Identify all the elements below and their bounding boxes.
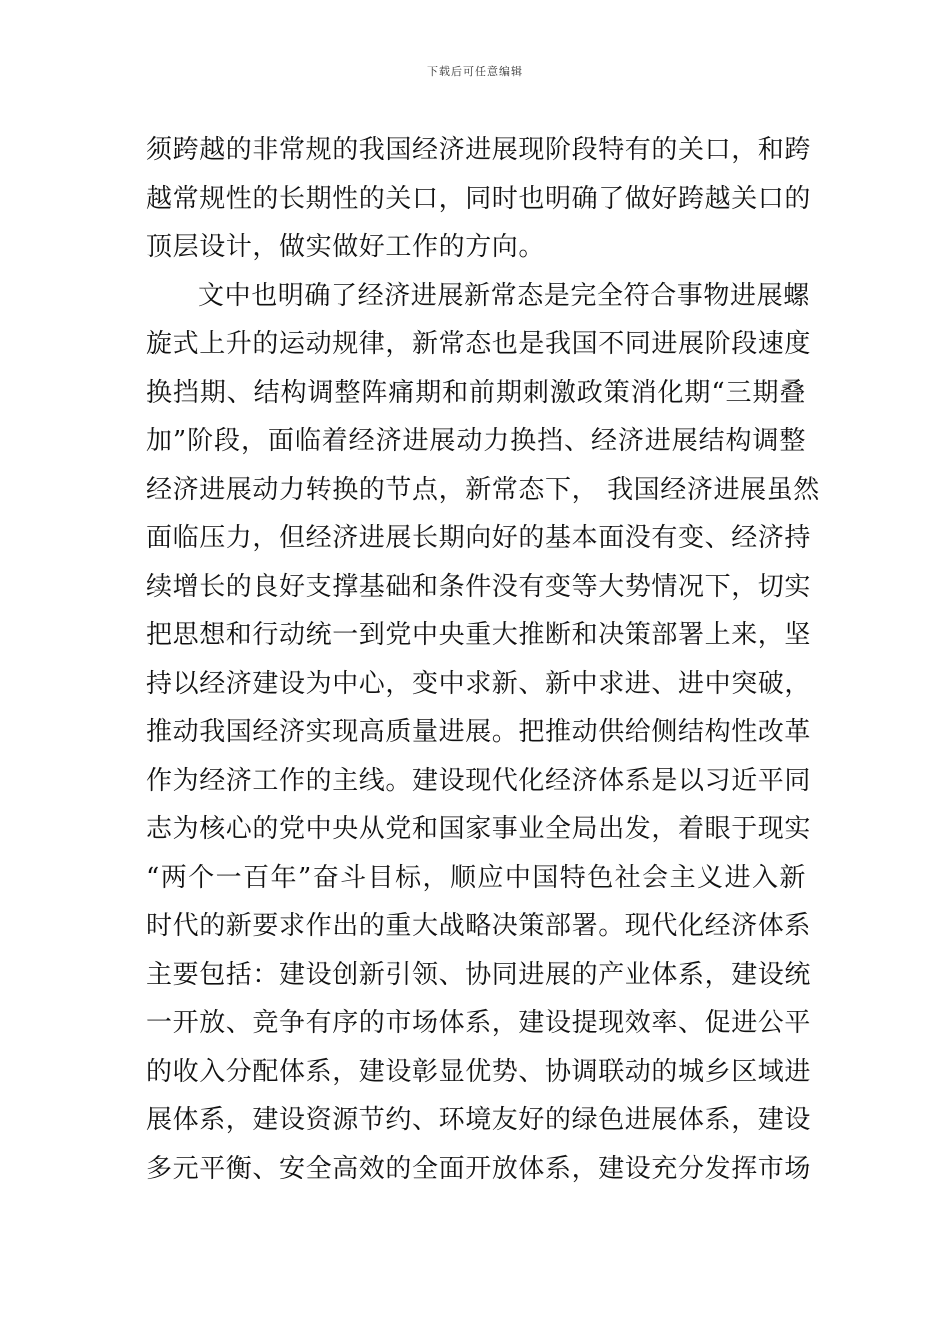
text-line: 文中也明确了经济进展新常态是完全符合事物进展螺	[198, 280, 810, 311]
text-line: 换挡期、结构调整阵痛期和前期刺激政策消化期“三期叠	[146, 377, 806, 408]
text-line: 加”阶段，面临着经济进展动力换挡、经济进展结构调整	[146, 426, 806, 456]
text-line: 续增长的良好支撑基础和条件没有变等大势情况下，切实	[146, 571, 812, 602]
text-line: 主要包括：建设创新引领、协同进展的产业体系，建设统	[146, 959, 812, 990]
text-line: 一开放、竞争有序的市场体系，建设提现效率、促进公平	[146, 1008, 812, 1038]
text-line: 面临压力，但经济进展长期向好的基本面没有变、经济持	[146, 523, 812, 553]
text-line: 旋式上升的运动规律，新常态也是我国不同进展阶段速度	[146, 329, 812, 359]
text-line: 的收入分配体系，建设彰显优势、协调联动的城乡区域进	[146, 1056, 812, 1087]
text-line: 时代的新要求作出的重大战略决策部署。现代化经济体系	[146, 911, 812, 941]
text-line: 持以经济建设为中心，变中求新、新中求进、进中突破，	[146, 668, 812, 699]
text-line: 须跨越的非常规的我国经济进展现阶段特有的关口，和跨	[146, 135, 812, 165]
text-line: 顶层设计，做实做好工作的方向。	[146, 232, 546, 262]
text-line: 经济进展动力转换的节点，新常态下， 我国经济进展虽然	[146, 474, 820, 505]
text-line: 越常规性的长期性的关口，同时也明确了做好跨越关口的	[146, 183, 812, 214]
text-line: 展体系，建设资源节约、环境友好的绿色进展体系，建设	[146, 1105, 812, 1135]
text-line: 推动我国经济实现高质量进展。把推动供给侧结构性改革	[146, 717, 812, 747]
document-body	[146, 126, 820, 1193]
text-line: 把思想和行动统一到党中央重大推断和决策部署上来，坚	[146, 620, 812, 650]
page-header-note: 下载后可任意编辑	[427, 65, 523, 78]
text-line: “两个一百年”奋斗目标，顺应中国特色社会主义进入新	[146, 862, 806, 893]
text-line: 作为经济工作的主线。建设现代化经济体系是以习近平同	[146, 765, 812, 796]
text-line: 志为核心的党中央从党和国家事业全局出发，着眼于现实	[146, 814, 812, 844]
text-line: 多元平衡、安全高效的全面开放体系，建设充分发挥市场	[146, 1153, 812, 1184]
